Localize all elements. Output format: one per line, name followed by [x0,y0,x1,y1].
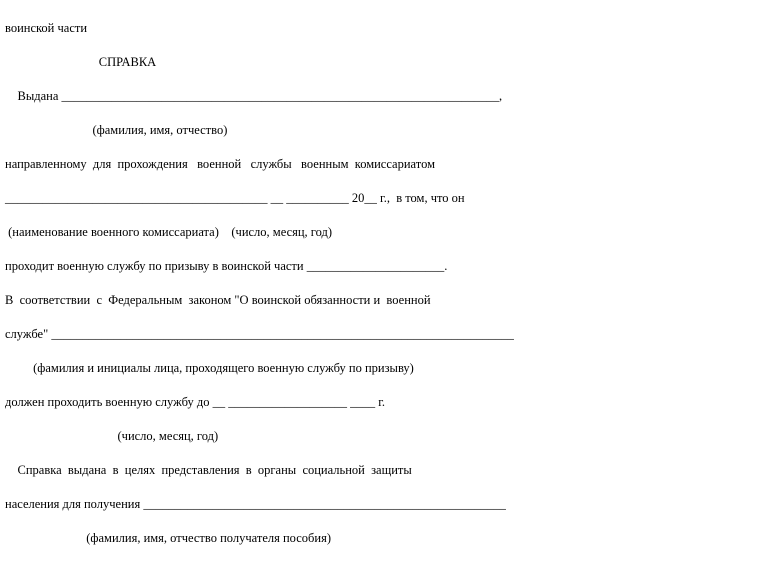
service-unit-line: проходит военную службу по призыву в воинской части ______________________. [5,259,448,273]
full-name-caption: (фамилия, имя, отчество) [5,123,228,137]
recipient-line: населения для получения __________________________________________________________ [5,497,506,511]
commissariat-date-caption: (наименование военного комиссариата) (число, месяц, год) [5,225,333,239]
service-law-line: службе" __________________________________________________________________________ [5,327,514,341]
person-name-caption: (фамилия и инициалы лица, проходящего военную службу по призыву) [5,361,414,375]
issued-to-line: Выдана ______________________________________________________________________, [5,89,503,103]
date-caption: (число, месяц, год) [5,429,219,443]
sent-by-line: направленному для прохождения военной службы военным комиссариатом [5,157,435,171]
purpose-line: Справка выдана в целях представления в органы социальной защиты [5,463,412,477]
unit-header-line: воинской части [5,21,88,35]
service-until-line: должен проходить военную службу до __ ___________________ ____ г. [5,395,386,409]
commissariat-date-line: __________________________________________ __ __________ 20__ г., в том, что он [5,191,465,205]
certificate-title: СПРАВКА [5,55,157,69]
recipient-caption: (фамилия, имя, отчество получателя пособия) [5,531,331,545]
federal-law-line: В соответствии с Федеральным законом "О воинской обязанности и военной [5,293,431,307]
